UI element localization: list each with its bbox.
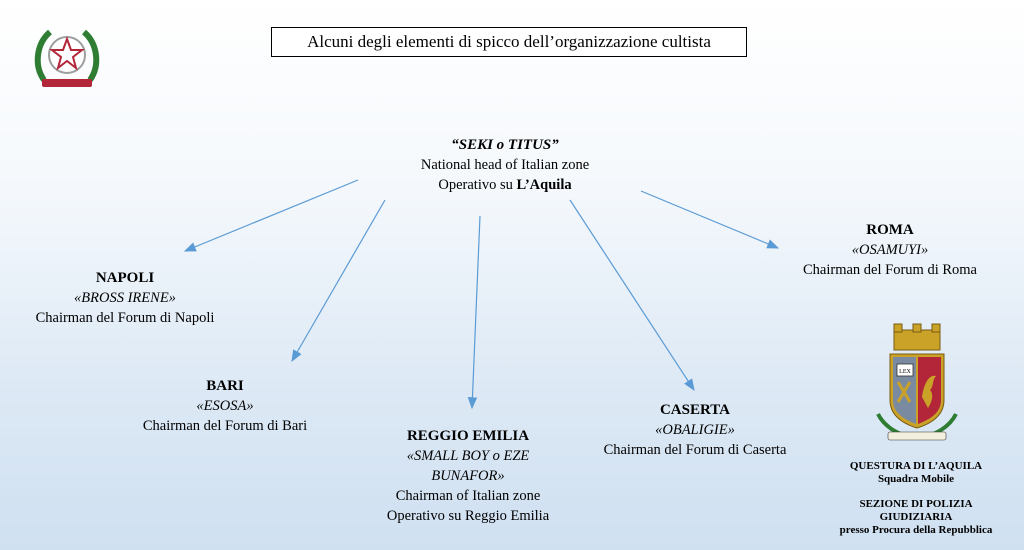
- caserta-city: CASERTA: [659, 402, 731, 418]
- police-line-questura: QUESTURA DI L’AQUILA: [849, 460, 983, 472]
- node-caserta: [580, 400, 810, 460]
- reggio-role: Chairman of Italian zone: [395, 488, 541, 504]
- root-location-line: [380, 175, 630, 195]
- root-alias: “SEKI o TITUS”: [451, 137, 559, 153]
- node-root: [380, 135, 630, 195]
- bari-city: BARI: [206, 378, 244, 394]
- root-role: National head of Italian zone: [420, 157, 590, 173]
- napoli-city: NAPOLI: [95, 270, 155, 286]
- caserta-alias: «OBALIGIE»: [655, 422, 735, 438]
- napoli-role: Chairman del Forum di Napoli: [35, 310, 215, 326]
- node-bari: [110, 376, 340, 436]
- police-line-giudiziaria: GIUDIZIARIA: [879, 511, 953, 523]
- arrow-to-bari: [292, 200, 385, 361]
- node-roma: [765, 220, 1015, 280]
- arrow-to-reggio: [472, 216, 480, 408]
- bari-alias: «ESOSA»: [196, 398, 254, 414]
- reggio-role-2: Operativo su Reggio Emilia: [386, 508, 550, 524]
- node-napoli: [10, 268, 240, 328]
- police-line-sezione: SEZIONE DI POLIZIA: [859, 498, 973, 510]
- roma-role: Chairman del Forum di Roma: [803, 262, 977, 278]
- node-reggio-emilia: [348, 426, 588, 526]
- reggio-alias: «SMALL BOY o EZE BUNAFOR»: [406, 448, 530, 484]
- bari-role: Chairman del Forum di Bari: [142, 418, 308, 434]
- caserta-role: Chairman del Forum di Caserta: [603, 442, 787, 458]
- police-line-procura: presso Procura della Repubblica: [839, 524, 993, 536]
- napoli-alias: «BROSS IRENE»: [74, 290, 176, 306]
- reggio-city: REGGIO EMILIA: [406, 428, 530, 444]
- police-crest-emblem: [870, 322, 965, 450]
- root-location-prefix: Operativo su: [438, 177, 517, 193]
- arrow-to-roma: [641, 191, 778, 248]
- diagram-title: Alcuni degli elementi di spicco dell’organizzazione cultista: [271, 27, 747, 57]
- police-line-squadra: Squadra Mobile: [877, 473, 955, 485]
- arrow-to-caserta: [570, 200, 694, 390]
- roma-alias: «OSAMUYI»: [851, 242, 929, 258]
- arrow-to-napoli: [185, 180, 358, 251]
- root-location: L’Aquila: [516, 177, 572, 193]
- crest-lex-label: LEX: [899, 369, 911, 375]
- roma-city: ROMA: [866, 222, 914, 238]
- police-caption: [818, 460, 1014, 537]
